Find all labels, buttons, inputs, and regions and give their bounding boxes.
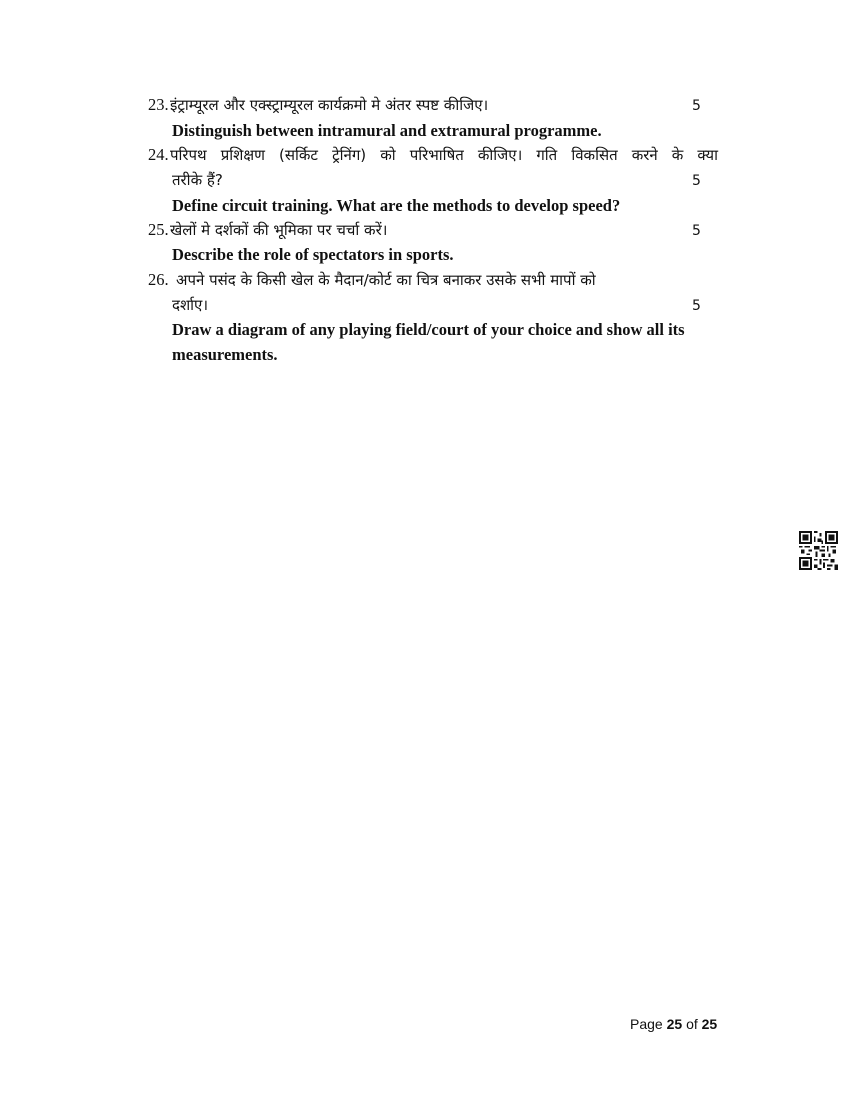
question-english-text: Distinguish between intramural and extramural programme. <box>172 121 602 140</box>
question-english-text: Describe the role of spectators in sports. <box>172 245 454 264</box>
question-number: 23. <box>148 95 169 114</box>
question-hindi-text: तरीके हैं? <box>172 171 223 189</box>
question-marks: 5 <box>692 98 701 114</box>
question-marks: 5 <box>692 298 701 314</box>
question-english-text: Define circuit training. What are the methods to develop speed? <box>172 196 621 215</box>
question-hindi-text: इंट्राम्यूरल और एक्स्ट्राम्यूरल कार्यक्रमो मे अंतर स्पष्ट कीजिए। <box>170 96 489 114</box>
page-footer <box>630 1016 717 1032</box>
total-pages-number: 25 <box>701 1016 718 1032</box>
qr-code-icon <box>799 531 838 570</box>
of-label: of <box>686 1016 698 1032</box>
question-number: 25. <box>148 220 169 239</box>
question-english-text: measurements. <box>172 345 278 364</box>
question-hindi-text: परिपथ प्रशिक्षण (सर्किट ट्रेनिंग) को परिभाषित कीजिए। गति विकसित करने के क्या <box>170 146 718 164</box>
page-label: Page <box>630 1016 663 1032</box>
question-number: 24. <box>148 145 169 164</box>
question-marks: 5 <box>692 173 701 189</box>
question-hindi-text: दर्शाए। <box>172 296 209 314</box>
question-hindi-text: अपने पसंद के किसी खेल के मैदान/कोर्ट का चित्र बनाकर उसके सभी मापों को <box>176 271 596 289</box>
question-hindi-text: खेलों मे दर्शकों की भूमिका पर चर्चा करें। <box>170 221 388 239</box>
question-english-text: Draw a diagram of any playing field/court of your choice and show all its <box>172 320 685 339</box>
current-page-number: 25 <box>666 1016 683 1032</box>
question-number: 26. <box>148 270 169 289</box>
question-marks: 5 <box>692 223 701 239</box>
